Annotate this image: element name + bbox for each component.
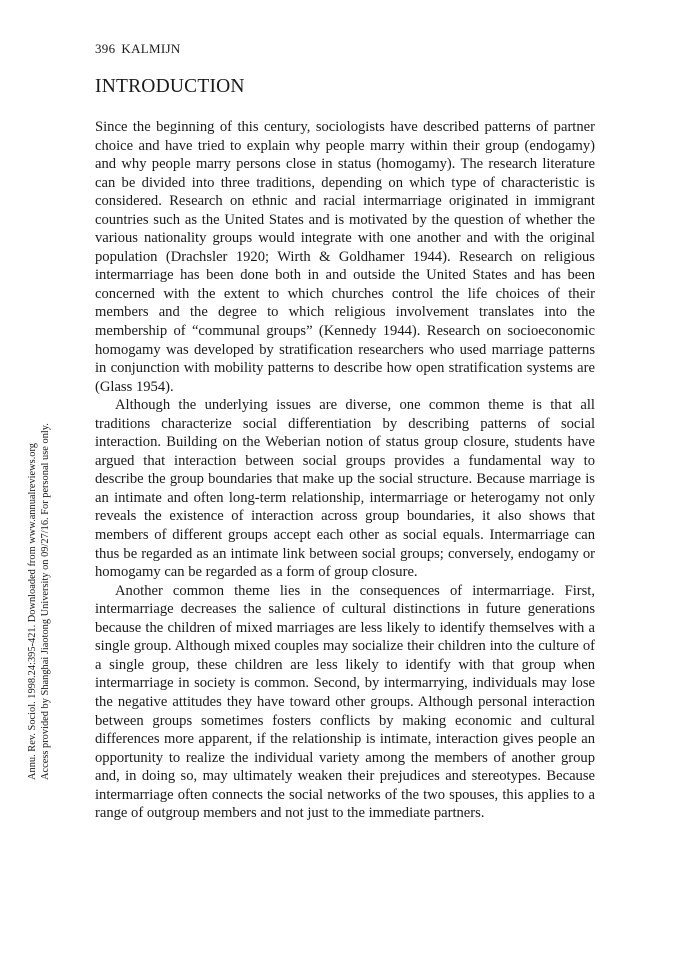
body-text [95,118,595,823]
paragraph-2: Although the underlying issues are diverse, one common theme is that all traditions characterize social differentiation by describing patterns of social interaction. Building on the Weberian notion of status group closure, students have argued that interaction between social groups provides a fundamental way to describe the group boundaries that make up the social structure. Because marriage is an intimate and often long-term relationship, intermarriage or heterogamy not only reveals the existence of interaction across group boundaries, it also shows that members of different groups accept each other as social equals. Intermarriage can thus be regarded as an intimate link between social groups; conversely, endogamy or homogamy can be regarded as a form of group closure. [95,397,595,581]
access-side-note [26,260,52,780]
section-title: INTRODUCTION [95,76,245,97]
running-head [95,41,181,57]
side-note-line-2: Access provided by Shanghai Jiaotong University on 09/27/16. For personal use only. [40,423,51,780]
running-head-title: KALMIJN [121,41,181,56]
side-note-line-1: Annu. Rev. Sociol. 1998.24:395-421. Downloaded from www.annualreviews.org [27,443,38,780]
paragraph-1: Since the beginning of this century, sociologists have described patterns of partner choice and have tried to explain why people marry within their group (endogamy) and why people marry persons close in status (homogamy). The research literature can be divided into three traditions, depending on which type of characteristic is considered. Research on ethnic and racial intermarriage originated in immigrant countries such as the United States and is motivated by the question of whether the various nationality groups would integrate with one another and with the original population (Drachsler 1920; Wirth & Goldhamer 1944). Research on religious intermarriage has been done both in and outside the United States and has been concerned with the extent to which churches control the life choices of their members and the degree to which religious involvement translates into the membership of “communal groups” (Kennedy 1944). Research on socioeconomic homogamy was developed by stratification researchers who used marriage patterns in conjunction with mobility patterns to describe how open stratification systems are (Glass 1954). [95,119,595,395]
paragraph-3: Another common theme lies in the consequences of intermarriage. First, intermarriage decreases the salience of cultural distinctions in future generations because the children of mixed marriages are less likely to identify themselves with a single group. Although mixed couples may socialize their children into the culture of a single group, these children are less likely to identify with that group when intermarriage in society is common. Second, by intermarrying, individuals may lose the negative attitudes they have toward other groups. Although personal interaction between groups sometimes fosters conflicts by making economic and cultural differences more apparent, if the relationship is intimate, interaction gives people an opportunity to realize the individual variety among the members of another group and, in doing so, may ultimately weaken their prejudices and stereotypes. Because intermarriage often connects the social networks of the two spouses, this applies to a range of outgroup members and not just to the immediate partners. [95,582,595,822]
page-number: 396 [95,41,116,56]
